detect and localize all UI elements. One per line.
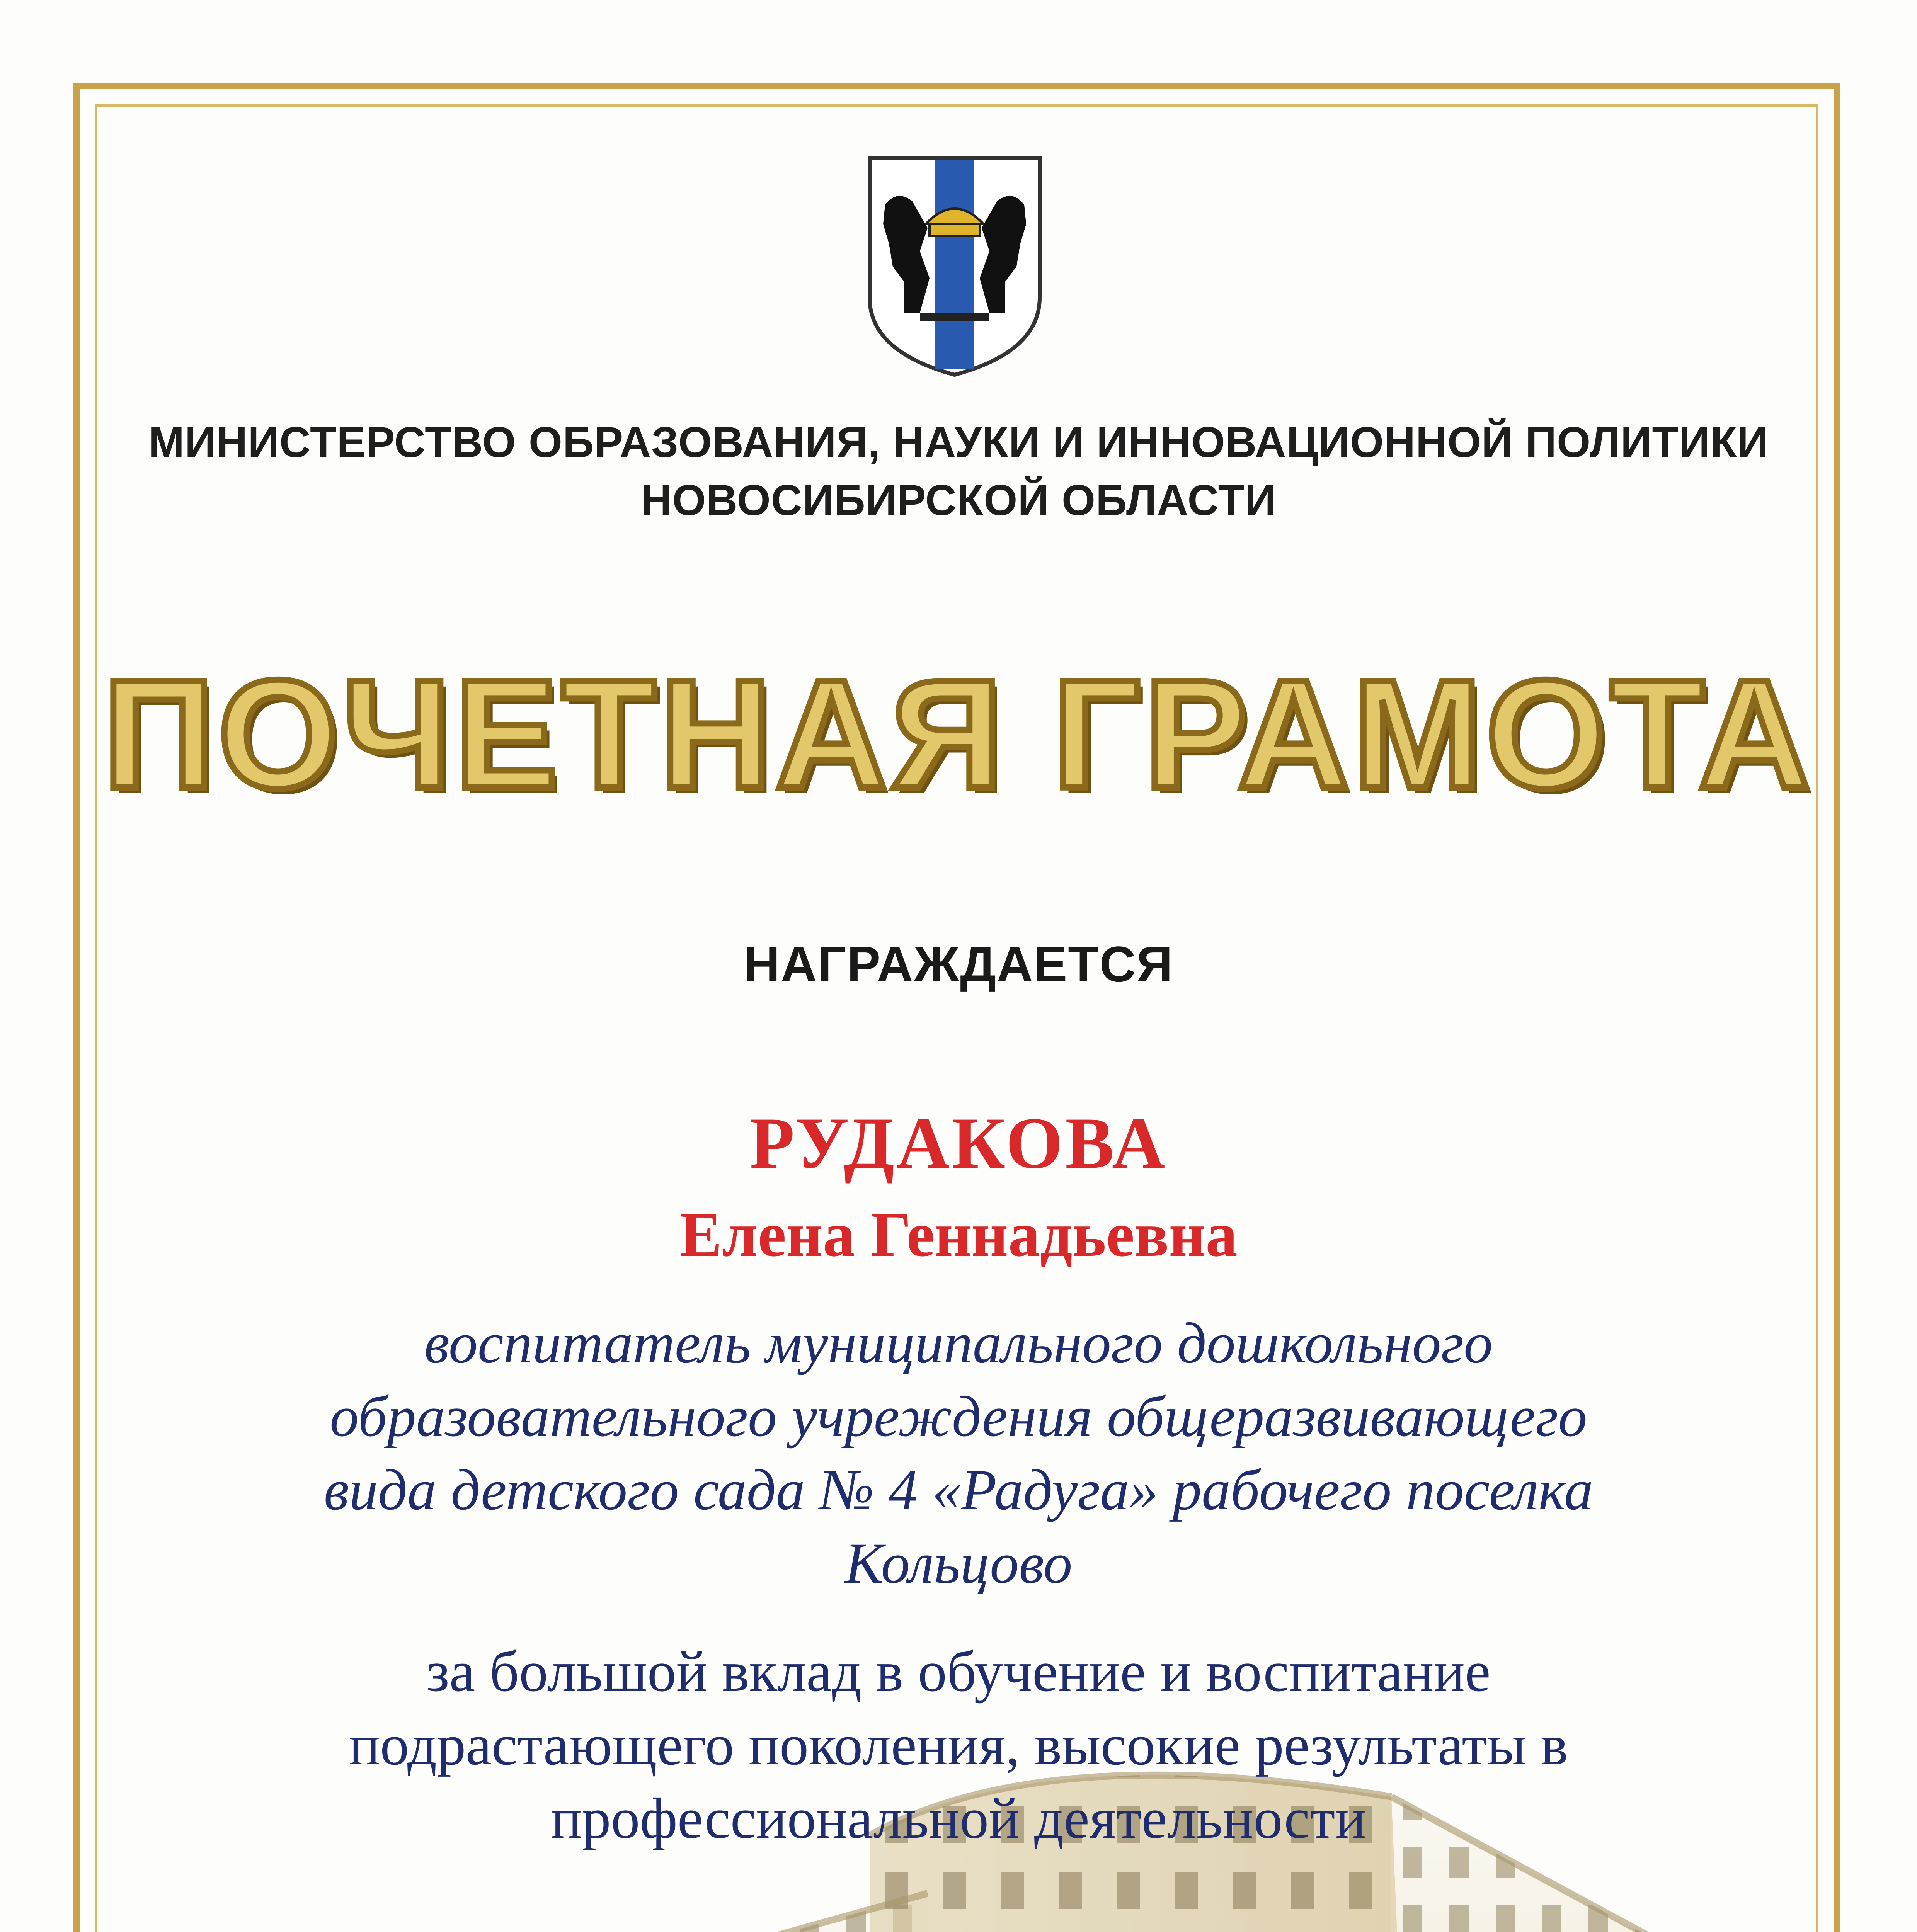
awarded-label: НАГРАЖДАЕТСЯ [743,936,1174,992]
position-line: образовательного учреждения общеразвивающего [330,1384,1587,1449]
ministry-name-line1: МИНИСТЕРСТВО ОБРАЗОВАНИЯ, НАУКИ И ИННОВАЦИОННОЙ ПОЛИТИКИ [148,418,1769,466]
reason-line: профессиональной деятельности [551,1786,1366,1850]
position-line: Кольцово [844,1531,1073,1595]
position-line: вида детского сада № 4 «Радуга» рабочего поселка [323,1458,1594,1522]
reason-line: за большой вклад в обучение и воспитание [426,1639,1491,1704]
position-line: воспитатель муниципального дошкольного [424,1311,1493,1375]
recipient-surname: РУДАКОВА [749,1103,1168,1184]
recipient-given-names: Елена Геннадьевна [679,1199,1238,1270]
ministry-name-line2: НОВОСИБИРСКОЙ ОБЛАСТИ [640,476,1277,524]
novosibirsk-coat-of-arms-icon [862,151,1047,383]
certificate-title: ПОЧЕТНАЯ ГРАМОТА [103,648,1814,820]
reason-line: подрастающего поколения, высокие результаты в [349,1713,1568,1777]
